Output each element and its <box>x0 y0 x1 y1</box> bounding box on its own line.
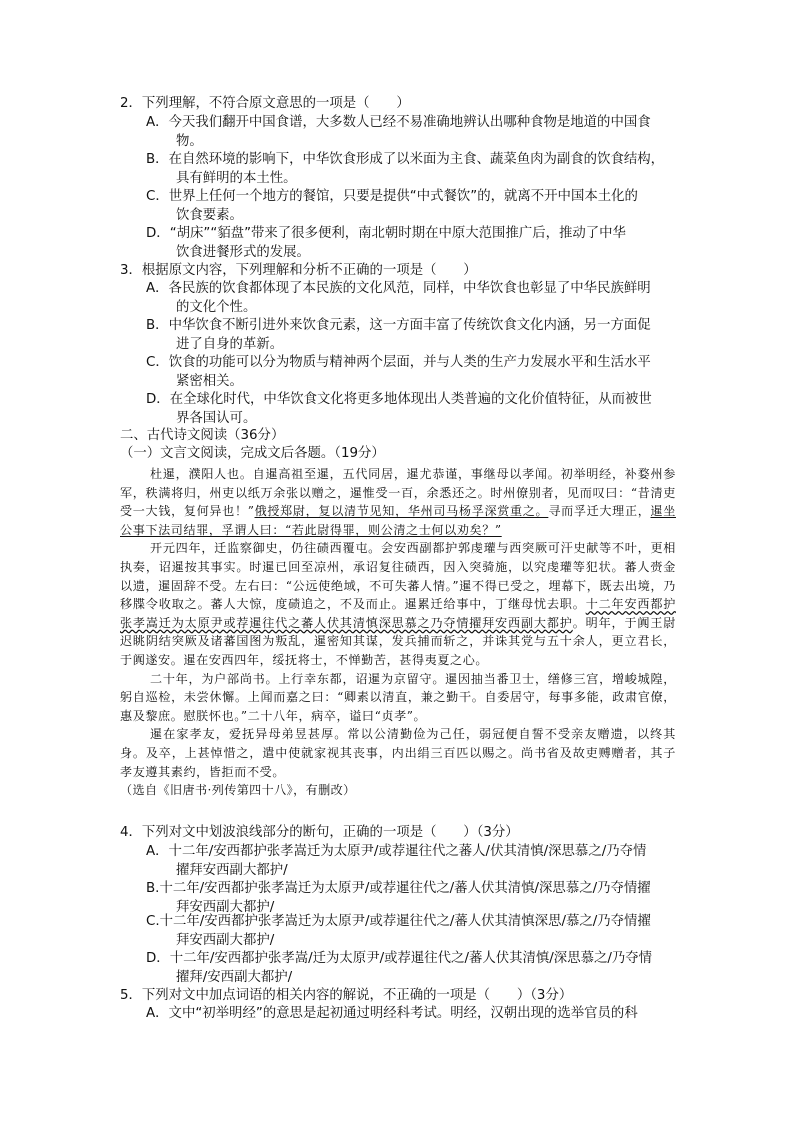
question-4-stem: 4．下列对文中划波浪线部分的断句，正确的一项是（ ）（3分） <box>120 825 519 840</box>
underlined-sentence-2: 暹坐公事下法司结罪，孚谓人曰：“若此尉得罪，则公清之士何以劝矣？” <box>120 504 676 537</box>
question-5-stem: 5．下列对文中加点词语的相关内容的解说，不正确的一项是（ ）（3分） <box>120 988 573 1003</box>
passage-source: （选自《旧唐书·列传第四十八》，有删改） <box>120 783 356 798</box>
question-4-option-b[interactable]: B.十二年/安西都护张孝嵩迁为太原尹/或荐暹往代之/蕃人伏其清慎/深思慕之/乃夺情擢 拜安西副大都护/ <box>146 881 651 915</box>
section-subheading: （一）文言文阅读，完成文后各题。（19分） <box>120 446 385 461</box>
classical-chinese-passage <box>120 465 676 800</box>
question-2-option-c[interactable]: C．世界上任何一个地方的餐馆，只要是提供“中式餐饮”的，就离不开中国本土化的 饮食要素。 <box>146 189 638 223</box>
question-4-option-c[interactable]: C.十二年/安西都护张孝嵩迁为太原尹/或荐暹往代之/蕃人伏其清慎深思/慕之/乃夺情擢 拜安西副大都护/ <box>146 914 651 948</box>
question-4-option-a[interactable]: A．十二年/安西都护张孝嵩迁为太原尹/或荐暹往代之蕃人/伏其清慎/深思慕之/乃夺情 擢拜安西副大都护/ <box>146 844 647 878</box>
question-3-option-c[interactable]: C．饮食的功能可以分为物质与精神两个层面，并与人类的生产力发展水平和生活水平 紧密相关。 <box>146 355 651 389</box>
question-3-stem: 3．根据原文内容，下列理解和分析不正确的一项是（ ） <box>120 263 477 278</box>
question-4-option-d[interactable]: D．十二年/安西都护张孝嵩/迁为太原尹/或荐暹往代之/蕃人伏其清慎/深思慕之/乃夺情 擢拜/安西副大都护/ <box>146 951 653 985</box>
underlined-sentence-1: 俄授郑尉，复以清节见知，华州司马杨孚深赏重之。 <box>254 504 549 519</box>
question-3-option-a[interactable]: A．各民族的饮食都体现了本民族的文化风范，同样，中华饮食也彰显了中华民族鲜明 的文化个性。 <box>146 281 651 315</box>
wavy-underlined-sentence: 十二年安西都护张孝嵩迁为太原尹或荐暹往代之蕃人伏其清慎深思慕之乃夺情擢拜安西副大都护 <box>120 597 676 630</box>
question-2-stem: 2．下列理解，不符合原文意思的一项是（ ） <box>120 96 410 111</box>
passage-paragraph-4: 暹在家孝友，爱抚异母弟昱甚厚。常以公清勤俭为己任，弱冠便自誓不受亲友赠遗，以终其身。及卒，上甚悼惜之，遣中使就家视其丧事，内出绢三百匹以赐之。尚书省及故吏赙赠者，其子孝友遵其素约，皆拒而不受。 <box>120 727 676 779</box>
passage-paragraph-1: 杜暹，濮阳人也。自暹高祖至暹，五代同居，暹尤恭谨，事继母以孝闻。初举明经，补婺州参军，秩满将归，州吏以纸万余张以赠之，暹惟受一百，余悉还之。时州僚别者，见而叹曰：“昔清吏受一大钱，复何异也！”俄授郑尉，复以清节见知，华州司马杨孚深赏重之。寻而孚迁大理正，暹坐公事下法司结罪，孚谓人曰：“若此尉得罪，则公清之士何以劝矣？” <box>120 467 676 537</box>
passage-paragraph-3: 二十年，为户部尚书。上行幸东都，诏暹为京留守。暹因抽当番卫士，缮修三宫，增峻城隍，躬自巡检，未尝休懈。上闻而嘉之曰：“卿素以清直，兼之勤干。自委居守，每事多能，政肃官僚，惠及黎庶。慰朕怀也。”二十八年，病卒，谥曰“贞孝”。 <box>120 671 676 723</box>
question-3-option-d[interactable]: D．在全球化时代，中华饮食文化将更多地体现出人类普遍的文化价值特征，从而被世 界各国认可。 <box>146 392 652 426</box>
passage-paragraph-2: 开元四年，迁监察御史，仍往碛西覆屯。会安西副都护郭虔瓘与西突厥可汗史献等不叶，更相执奏，诏暹按其事实。时暹已回至凉州，承诏复往碛西，因入突骑施，以究虔瓘等犯状。蕃人赍金以遗，暹固辞不受。左右曰：“公远使绝域，不可失蕃人情。”暹不得已受之，埋幕下，既去出境，乃移牒令收取之。蕃人大惊，度碛追之，不及而止。暹累迁给事中，丁继母忧去职。十二年安西都护张孝嵩迁为太原尹或荐暹往代之蕃人伏其清慎深思慕之乃夺情擢拜安西副大都护。明年，于阗王尉迟眺阴结突厥及诸蕃国图为叛乱，暹密知其谋，发兵捕而斩之，并诛其党与五十余人，更立君长，于阗遂安。暹在安西四年，绥抚将士，不惮勤苦，甚得夷夏之心。 <box>120 541 676 667</box>
question-2-option-d[interactable]: D．“胡床”“貊盘”带来了很多便利，南北朝时期在中原大范围推广后，推动了中华 饮食进餐形式的发展。 <box>146 226 626 260</box>
section-heading: 二、古代诗文阅读（36分） <box>120 428 285 443</box>
question-2-option-b[interactable]: B．在自然环境的影响下，中华饮食形成了以米面为主食、蔬菜鱼肉为副食的饮食结构， 具有鲜明的本土性。 <box>146 152 665 186</box>
question-2-option-a[interactable]: A．今天我们翻开中国食谱，大多数人已经不易准确地辨认出哪种食物是地道的中国食 物。 <box>146 115 651 149</box>
question-5-option-a[interactable]: A．文中“初举明经”的意思是起初通过明经科考试。明经，汉朝出现的选举官员的科 <box>146 1006 638 1021</box>
question-3-option-b[interactable]: B．中华饮食不断引进外来饮食元素，这一方面丰富了传统饮食文化内涵，另一方面促 进了自身的革新。 <box>146 318 651 352</box>
